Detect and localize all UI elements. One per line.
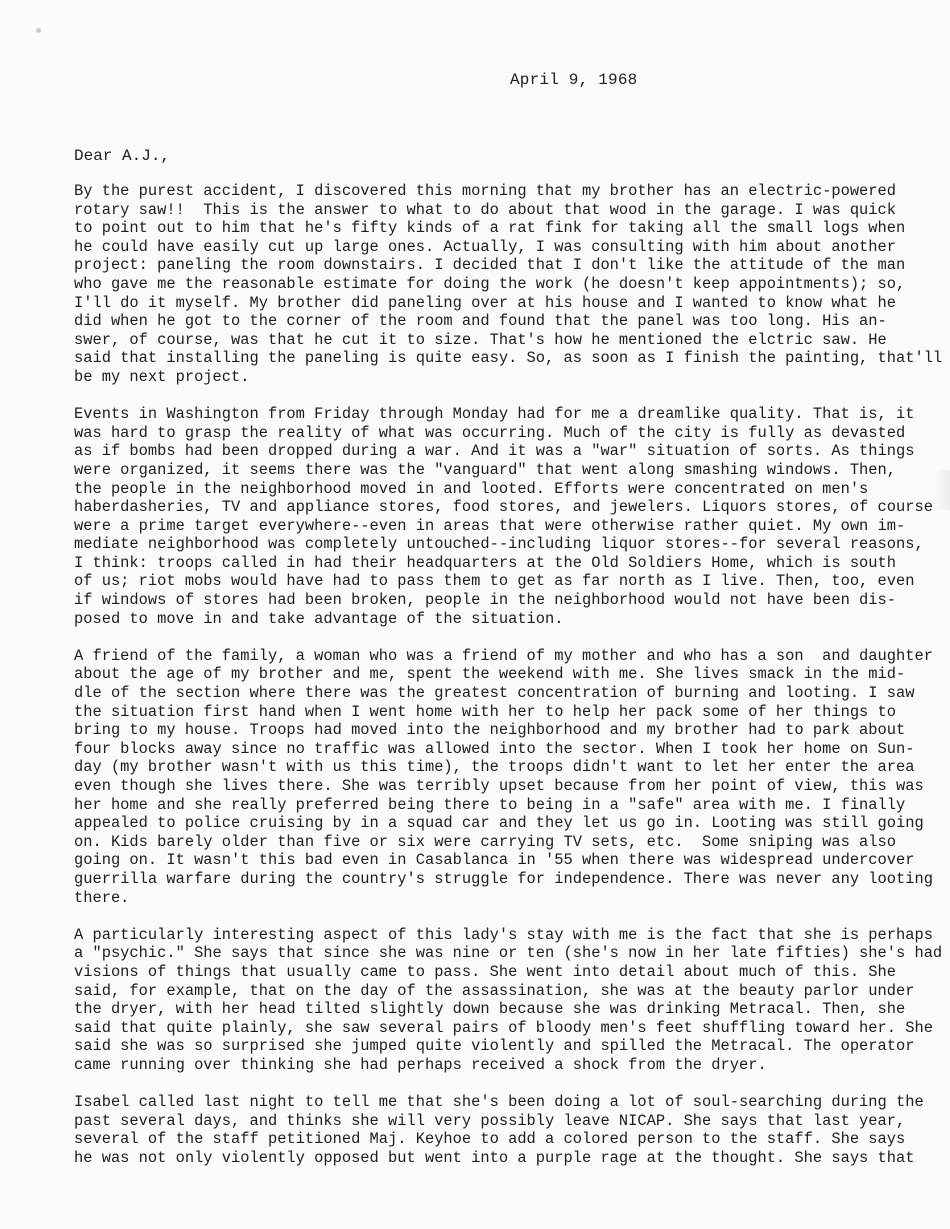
paragraph-line: about the age of my brother and me, spent the weekend with me. She lives smack in the mid- — [74, 665, 906, 684]
letter-paragraph — [74, 182, 950, 387]
paragraph-line: on. Kids barely older than five or six were carrying TV sets, etc. Some sniping was also — [74, 832, 896, 851]
paragraph-line: mediate neighborhood was completely untouched--including liquor stores--for several reasons, — [74, 535, 924, 554]
paragraph-line: By the purest accident, I discovered this morning that my brother has an electric-powered — [74, 182, 896, 200]
letter-paragraph — [74, 405, 950, 628]
paragraph-line: I think: troops called in had their headquarters at the Old Soldiers Home, which is south — [74, 553, 896, 572]
paragraph-line: said, for example, that on the day of the assassination, she was at the beauty parlor under — [74, 981, 915, 1000]
paragraph-line: was hard to grasp the reality of what was occurring. Much of the city is fully as devasted — [74, 423, 906, 442]
paragraph-line: said that installing the paneling is quite easy. So, as soon as I finish the painting, that'll — [74, 349, 943, 368]
paragraph-line: appealed to police cruising by in a squad car and they let us go in. Looting was still going — [74, 814, 924, 833]
paragraph-line: past several days, and thinks she will very possibly leave NICAP. She says that last year, — [74, 1111, 906, 1130]
paragraph-line: going on. It wasn't this bad even in Casablanca in '55 when there was widespread undercover — [74, 851, 915, 870]
paragraph-line: four blocks away since no traffic was allowed into the sector. When I took her home on Sun- — [74, 739, 915, 758]
paragraph-line: he was not only violently opposed but went into a purple rage at the thought. She says that — [74, 1148, 915, 1167]
paragraph-line: he could have easily cut up large ones. Actually, I was consulting with him about another — [74, 237, 896, 256]
paragraph-line: the situation first hand when I went home with her to help her pack some of her things to — [74, 702, 896, 721]
paragraph-line: rotary saw!! This is the answer to what to do about that wood in the garage. I was quick — [74, 200, 896, 219]
paragraph-line: haberdasheries, TV and appliance stores, food stores, and jewelers. Liquors stores, of course — [74, 498, 933, 517]
paragraph-line: her home and she really preferred being there to being in a "safe" area with me. I finally — [74, 795, 906, 814]
paragraph-line: as if bombs had been dropped during a war. And it was a "war" situation of sorts. As things — [74, 442, 915, 461]
paragraph-line: who gave me the reasonable estimate for doing the work (he doesn't keep appointments); so, — [74, 274, 906, 293]
paragraph-line: visions of things that usually came to pass. She went into detail about much of this. She — [74, 962, 896, 981]
paragraph-line: several of the staff petitioned Maj. Keyhoe to add a colored person to the staff. She says — [74, 1130, 906, 1149]
paragraph-line: I'll do it myself. My brother did paneling over at his house and I wanted to know what he — [74, 293, 896, 312]
paragraph-line: there. — [74, 888, 130, 907]
letter-paragraph — [74, 1093, 950, 1167]
paragraph-line: Events in Washington from Friday through Monday had for me a dreamlike quality. That is, it — [74, 405, 915, 424]
paragraph-line: a "psychic." She says that since she was nine or ten (she's now in her late fifties) she's had — [74, 944, 943, 963]
paragraph-line: were a prime target everywhere--even in areas that were otherwise rather quiet. My own im- — [74, 516, 906, 535]
paragraph-line: A friend of the family, a woman who was a friend of my mother and who has a son and daughter — [74, 646, 933, 665]
paragraph-line: said she was so surprised she jumped quite violently and spilled the Metracal. The operator — [74, 1037, 915, 1056]
paragraph-line: A particularly interesting aspect of this lady's stay with me is the fact that she is perhaps — [74, 925, 933, 944]
paragraph-line: swer, of course, was that he cut it to size. That's how he mentioned the elctric saw. He — [74, 330, 887, 349]
paragraph-line: project: paneling the room downstairs. I decided that I don't like the attitude of the man — [74, 256, 906, 275]
letter-paragraph — [74, 926, 950, 1075]
paragraph-line: dle of the section where there was the greatest concentration of burning and looting. I saw — [74, 684, 915, 703]
paragraph-line: Isabel called last night to tell me that she's been doing a lot of soul-searching during the — [74, 1093, 924, 1112]
paragraph-line: day (my brother wasn't with us this time), the troops didn't want to let her enter the area — [74, 758, 915, 777]
paragraph-line: posed to move in and take advantage of the situation. — [74, 609, 564, 628]
paragraph-line: bring to my house. Troops had moved into the neighborhood and my brother had to park about — [74, 721, 906, 740]
paragraph-line: said that quite plainly, she saw several pairs of bloody men's feet shuffling toward her. She — [74, 1018, 933, 1037]
paragraph-line: came running over thinking she had perhaps received a shock from the dryer. — [74, 1055, 767, 1074]
paragraph-line: of us; riot mobs would have had to pass them to get as far north as I live. Then, too, even — [74, 572, 915, 591]
paragraph-line: did when he got to the corner of the room and found that the panel was too long. His an- — [74, 312, 887, 331]
paragraph-line: were organized, it seems there was the "vanguard" that went along smashing windows. Then, — [74, 460, 896, 479]
paragraph-line: be my next project. — [74, 367, 250, 386]
paragraph-line: to point out to him that he's fifty kinds of a rat fink for taking all the small logs when — [74, 219, 906, 238]
paper-speck — [36, 28, 41, 33]
letter-paragraph — [74, 647, 950, 907]
paragraph-line: even though she lives there. She was terribly upset because from her point of view, this was — [74, 777, 924, 795]
letter-date: April 9, 1968 — [510, 71, 638, 89]
letter-salutation: Dear A.J., — [74, 147, 171, 165]
paragraph-line: guerrilla warfare during the country's struggle for independence. There was never any looting — [74, 869, 933, 888]
paragraph-line: if windows of stores had been broken, people in the neighborhood would not have been dis- — [74, 591, 896, 610]
paragraph-line: the dryer, with her head tilted slightly down because she was drinking Metracal. Then, she — [74, 1000, 906, 1019]
paragraph-line: the people in the neighborhood moved in and looted. Efforts were concentrated on men's — [74, 479, 869, 498]
letter-body — [74, 182, 950, 1186]
